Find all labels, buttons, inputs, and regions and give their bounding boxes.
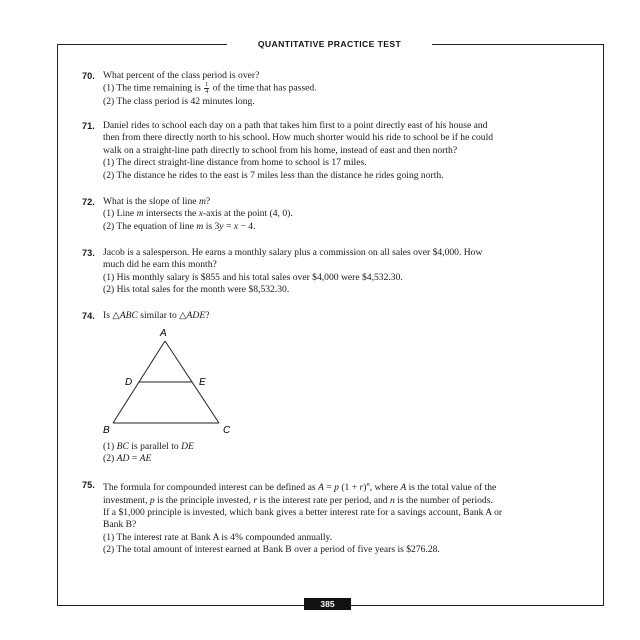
text: is parallel to <box>131 441 179 452</box>
question-75 <box>82 479 582 557</box>
text: ? <box>205 310 210 321</box>
text: The formula for compounded interest can be defined as <box>103 482 316 494</box>
var: x <box>198 208 203 220</box>
question-stem: What percent of the class period is over? <box>103 70 260 81</box>
var: r <box>253 494 258 506</box>
question-stem-line: Bank B? <box>103 519 137 531</box>
var: A <box>318 482 324 494</box>
question-74-statements <box>82 441 582 466</box>
statement-1 <box>103 208 582 220</box>
var: m <box>196 220 204 232</box>
var: BC <box>116 441 129 452</box>
page-header-title: QUANTITATIVE PRACTICE TEST <box>257 39 402 49</box>
statement-1 <box>103 82 582 95</box>
statement-2: (2) His total sales for the month were $8,532.30. <box>103 284 290 296</box>
question-number: 70. <box>82 71 95 81</box>
statement-1: (1) His monthly salary is $855 and his total sales over $4,000 were $4,532.30. <box>103 271 403 283</box>
vertex-label-e: E <box>199 377 206 388</box>
text: is the total value of the <box>408 482 497 494</box>
var: r <box>359 482 364 494</box>
text: , where <box>369 482 398 494</box>
var: n <box>366 481 370 488</box>
statement-text: (1) The time remaining is <box>103 83 201 95</box>
var: DE <box>181 441 194 452</box>
var: x <box>233 220 239 232</box>
text: intersects the <box>145 208 197 220</box>
fraction <box>204 82 209 95</box>
question-73 <box>82 247 582 297</box>
question-stem-line <box>103 479 582 495</box>
question-74 <box>82 310 582 322</box>
text: is the number of periods. <box>397 494 493 506</box>
var: AD <box>116 453 130 465</box>
var: ADE <box>186 310 206 321</box>
text: Is △ <box>103 310 120 321</box>
text: (1) <box>103 441 115 452</box>
question-number: 75. <box>82 480 95 490</box>
question-stem-line <box>103 495 582 507</box>
question-number: 74. <box>82 311 95 321</box>
text: = <box>326 482 332 494</box>
statement-1 <box>103 441 582 453</box>
text: (1 + <box>341 482 358 494</box>
question-stem-line: walk on a straight-line path directly to school from his home, instead of east and then north? <box>103 144 458 156</box>
statement-2 <box>103 221 582 233</box>
text: investment, <box>103 494 148 506</box>
var: p <box>334 482 339 494</box>
statement-1: (1) The interest rate at Bank A is 4% compounded annually. <box>103 531 333 543</box>
question-number: 73. <box>82 248 95 258</box>
var: y <box>219 220 224 232</box>
text: (2) The equation of line <box>103 220 194 232</box>
question-72 <box>82 196 582 233</box>
vertex-label-d: D <box>125 377 133 388</box>
var: m <box>136 208 144 220</box>
question-70 <box>82 70 582 108</box>
text: − 4. <box>240 220 256 232</box>
text: is 3 <box>205 220 220 232</box>
question-stem-line: Jacob is a salesperson. He earns a monthly salary plus a commission on all sales over $4,000. How <box>103 247 483 258</box>
statement-1: (1) The direct straight-line distance from home to school is 17 miles. <box>103 157 367 169</box>
var: A <box>400 482 407 494</box>
var: ABC <box>119 310 138 321</box>
triangle-diagram <box>95 327 255 439</box>
vertex-label-c: C <box>223 425 231 436</box>
statement-2: (2) The class period is 42 minutes long. <box>103 95 255 107</box>
page-number: 385 <box>304 598 351 610</box>
var: p <box>149 494 155 506</box>
vertex-label-b: B <box>103 425 110 436</box>
statement-2: (2) The distance he rides to the east is 7 miles less than the distance he rides going north. <box>103 169 444 181</box>
text: (2) <box>103 453 115 465</box>
var: AE <box>139 453 152 465</box>
text: similar to △ <box>140 310 187 321</box>
text: = <box>225 220 232 232</box>
question-stem <box>103 310 582 322</box>
fraction-denominator: 4 <box>205 89 209 96</box>
question-number: 71. <box>82 121 95 131</box>
question-stem <box>103 196 582 208</box>
var: n <box>390 494 395 506</box>
text: is the principle invested, <box>157 494 251 506</box>
statement-2: (2) The total amount of interest earned at Bank B over a period of five years is $276.28. <box>103 544 440 556</box>
text: -axis at the point (4, 0). <box>202 208 293 220</box>
fraction-numerator: 1 <box>205 82 209 89</box>
text: ? <box>205 196 211 207</box>
text: is the interest rate per period, and <box>259 494 388 506</box>
statement-2 <box>103 453 582 465</box>
text: (1) Line <box>103 208 135 220</box>
text: ) <box>363 482 367 494</box>
text: What is the slope of line <box>103 196 197 207</box>
question-71 <box>82 120 582 182</box>
question-stem-line: Daniel rides to school each day on a path that takes him first to a point directly east of his house and <box>103 120 488 131</box>
var: m <box>198 196 206 207</box>
question-stem-line: then from there directly north to his school. How much shorter would his ride to school be if he could <box>103 132 494 144</box>
text: = <box>131 453 138 465</box>
statement-text: of the time that has passed. <box>212 83 317 95</box>
question-number: 72. <box>82 197 95 207</box>
question-stem-line: much did he earn this month? <box>103 259 217 271</box>
vertex-label-a: A <box>160 328 167 339</box>
question-stem-line: If a $1,000 principle is invested, which bank gives a better interest rate for a savings account, Bank A or <box>103 507 503 518</box>
